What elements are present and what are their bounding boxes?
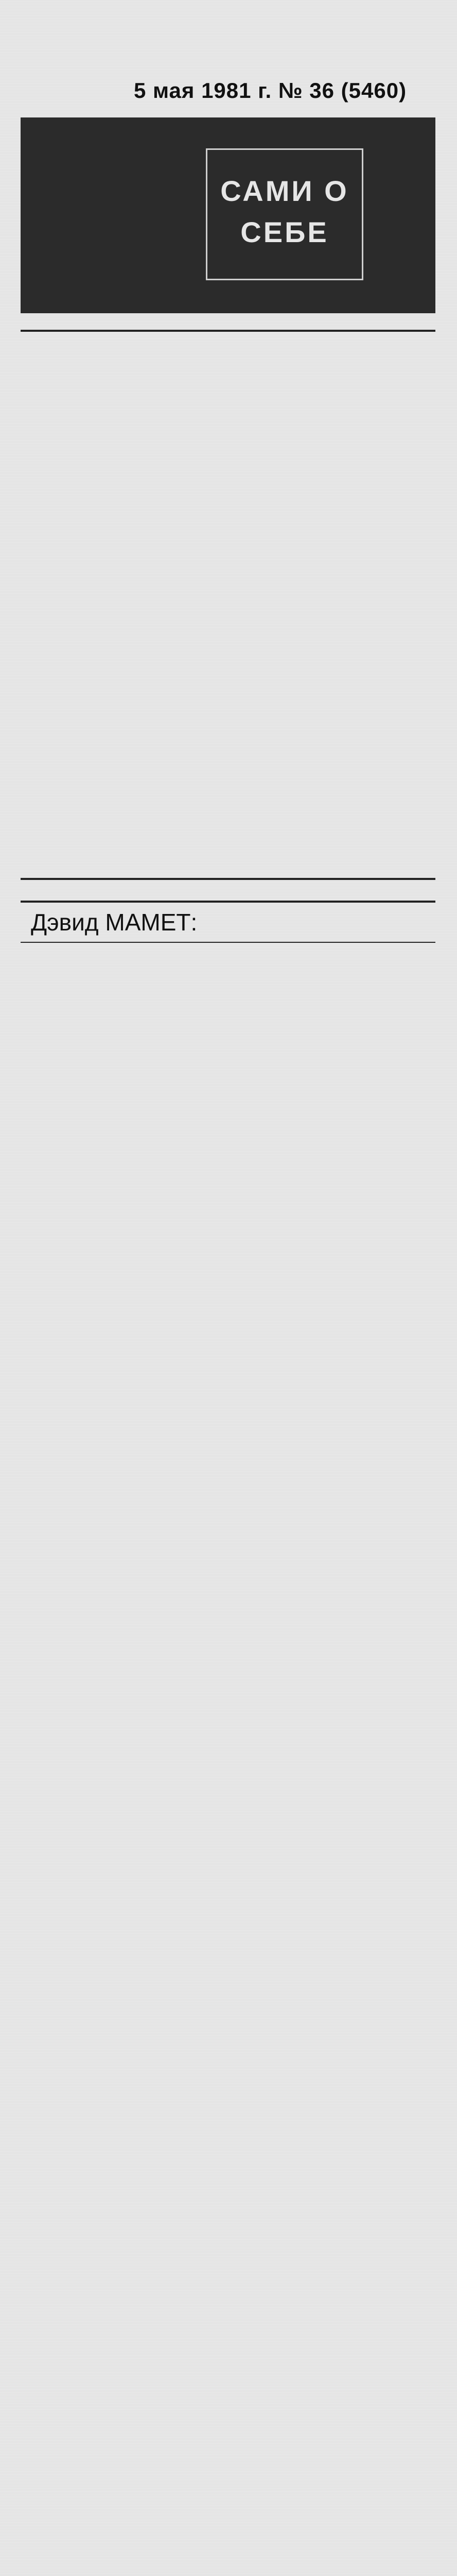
section-banner	[21, 117, 435, 313]
author-bar	[21, 901, 435, 943]
lead-text	[25, 344, 431, 865]
lead-box	[21, 330, 435, 880]
article-headline	[31, 958, 432, 1314]
masthead-subtitle	[170, 42, 304, 65]
article-body	[21, 1319, 435, 2576]
issue-date: 5 мая 1981 г. № 36 (5460)	[134, 78, 407, 103]
author-name: Дэвид МАМЕТ:	[31, 909, 198, 936]
masthead-title	[62, 7, 350, 43]
banner-title: САМИ О СЕБЕ	[220, 175, 349, 248]
masthead	[0, 0, 457, 108]
banner-frame	[206, 148, 363, 280]
